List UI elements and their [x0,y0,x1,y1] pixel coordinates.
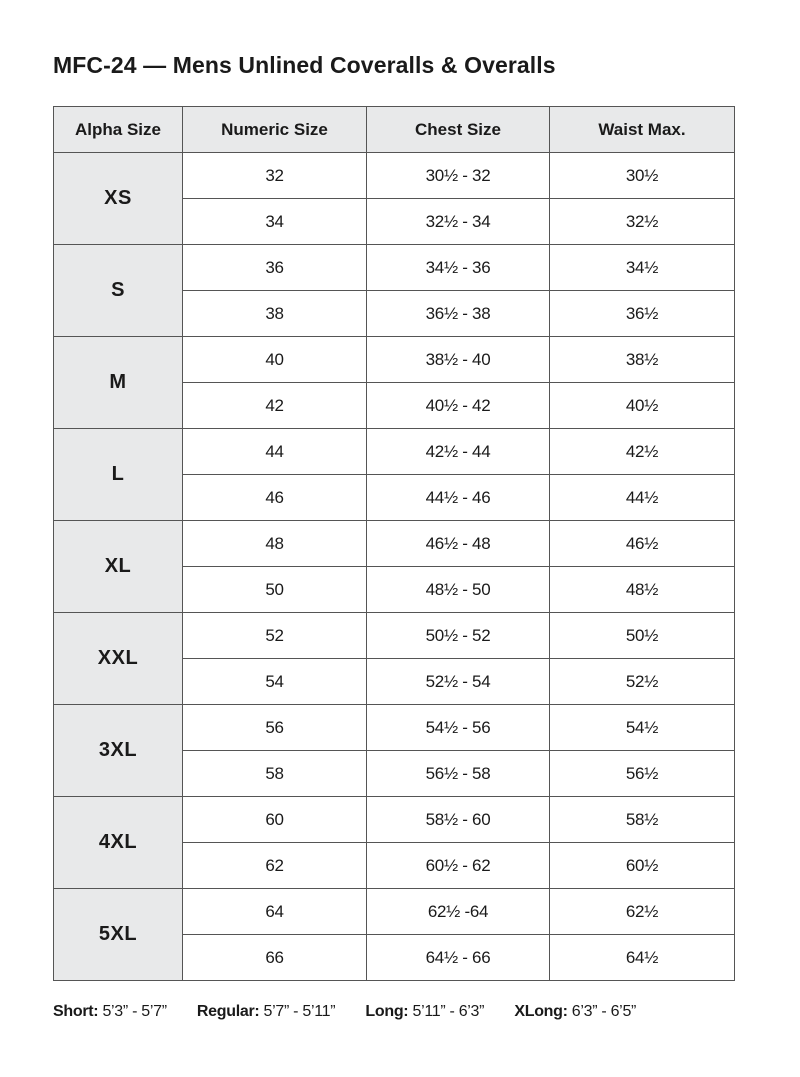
waist-max-cell: 46½ [550,521,735,567]
chest-size-cell: 34½ - 36 [367,245,550,291]
numeric-size-cell: 54 [183,659,367,705]
numeric-size-cell: 48 [183,521,367,567]
chest-size-cell: 54½ - 56 [367,705,550,751]
chest-size-cell: 58½ - 60 [367,797,550,843]
chest-size-cell: 44½ - 46 [367,475,550,521]
table-row [54,705,735,751]
numeric-size-cell: 60 [183,797,367,843]
numeric-size-cell: 34 [183,199,367,245]
waist-max-cell: 32½ [550,199,735,245]
chest-size-cell: 48½ - 50 [367,567,550,613]
numeric-size-cell: 50 [183,567,367,613]
inseam-length-legend [53,1003,753,1021]
legend-label: Long: [365,1003,409,1020]
waist-max-cell: 34½ [550,245,735,291]
table-row [54,889,735,935]
legend-label: Regular: [196,1003,260,1020]
waist-max-cell: 48½ [550,567,735,613]
chest-size-cell: 52½ - 54 [367,659,550,705]
waist-max-cell: 58½ [550,797,735,843]
table-header-row [54,107,735,153]
chest-size-cell: 46½ - 48 [367,521,550,567]
table-row [54,337,735,383]
alpha-size-cell: S [54,245,183,337]
alpha-size-cell: L [54,429,183,521]
numeric-size-cell: 58 [183,751,367,797]
chest-size-cell: 56½ - 58 [367,751,550,797]
legend-label: XLong: [514,1003,568,1020]
chest-size-cell: 60½ - 62 [367,843,550,889]
numeric-size-cell: 40 [183,337,367,383]
table-row [54,153,735,199]
chest-size-cell: 64½ - 66 [367,935,550,981]
legend-value: 5’3” - 5’7” [98,1003,167,1020]
alpha-size-cell: 5XL [54,889,183,981]
numeric-size-cell: 46 [183,475,367,521]
alpha-size-cell: 4XL [54,797,183,889]
alpha-size-cell: XS [54,153,183,245]
waist-max-cell: 52½ [550,659,735,705]
alpha-size-cell: M [54,337,183,429]
page-title: MFC-24 — Mens Unlined Coveralls & Overalls [53,52,556,78]
chest-size-cell: 32½ - 34 [367,199,550,245]
waist-max-cell: 40½ [550,383,735,429]
numeric-size-cell: 56 [183,705,367,751]
table-row [54,797,735,843]
alpha-size-cell: 3XL [54,705,183,797]
numeric-size-cell: 38 [183,291,367,337]
numeric-size-cell: 64 [183,889,367,935]
chest-size-cell: 50½ - 52 [367,613,550,659]
waist-max-cell: 30½ [550,153,735,199]
legend-value: 5’7” - 5’11” [259,1003,336,1020]
waist-max-cell: 44½ [550,475,735,521]
chest-size-cell: 42½ - 44 [367,429,550,475]
alpha-size-cell: XXL [54,613,183,705]
waist-max-cell: 64½ [550,935,735,981]
waist-max-cell: 50½ [550,613,735,659]
legend-item-xlong [514,1003,636,1021]
waist-max-cell: 62½ [550,889,735,935]
legend-item-long [365,1003,484,1021]
legend-label: Short: [53,1003,99,1020]
chest-size-cell: 30½ - 32 [367,153,550,199]
header-waist-max: Waist Max. [550,107,735,153]
table-row [54,613,735,659]
waist-max-cell: 38½ [550,337,735,383]
legend-item-regular [197,1003,335,1021]
header-numeric-size: Numeric Size [183,107,367,153]
chest-size-cell: 62½ -64 [367,889,550,935]
waist-max-cell: 36½ [550,291,735,337]
numeric-size-cell: 52 [183,613,367,659]
numeric-size-cell: 42 [183,383,367,429]
table-row [54,429,735,475]
waist-max-cell: 42½ [550,429,735,475]
legend-value: 6’3” - 6’5” [567,1003,637,1020]
size-chart-table [53,106,735,981]
numeric-size-cell: 44 [183,429,367,475]
waist-max-cell: 60½ [550,843,735,889]
numeric-size-cell: 36 [183,245,367,291]
legend-item-short [53,1003,167,1021]
header-chest-size: Chest Size [367,107,550,153]
alpha-size-cell: XL [54,521,183,613]
waist-max-cell: 56½ [550,751,735,797]
chest-size-cell: 38½ - 40 [367,337,550,383]
numeric-size-cell: 32 [183,153,367,199]
numeric-size-cell: 62 [183,843,367,889]
legend-value: 5’11” - 6’3” [408,1003,485,1020]
chest-size-cell: 40½ - 42 [367,383,550,429]
table-row [54,245,735,291]
header-alpha-size: Alpha Size [54,107,183,153]
table-row [54,521,735,567]
waist-max-cell: 54½ [550,705,735,751]
chest-size-cell: 36½ - 38 [367,291,550,337]
numeric-size-cell: 66 [183,935,367,981]
